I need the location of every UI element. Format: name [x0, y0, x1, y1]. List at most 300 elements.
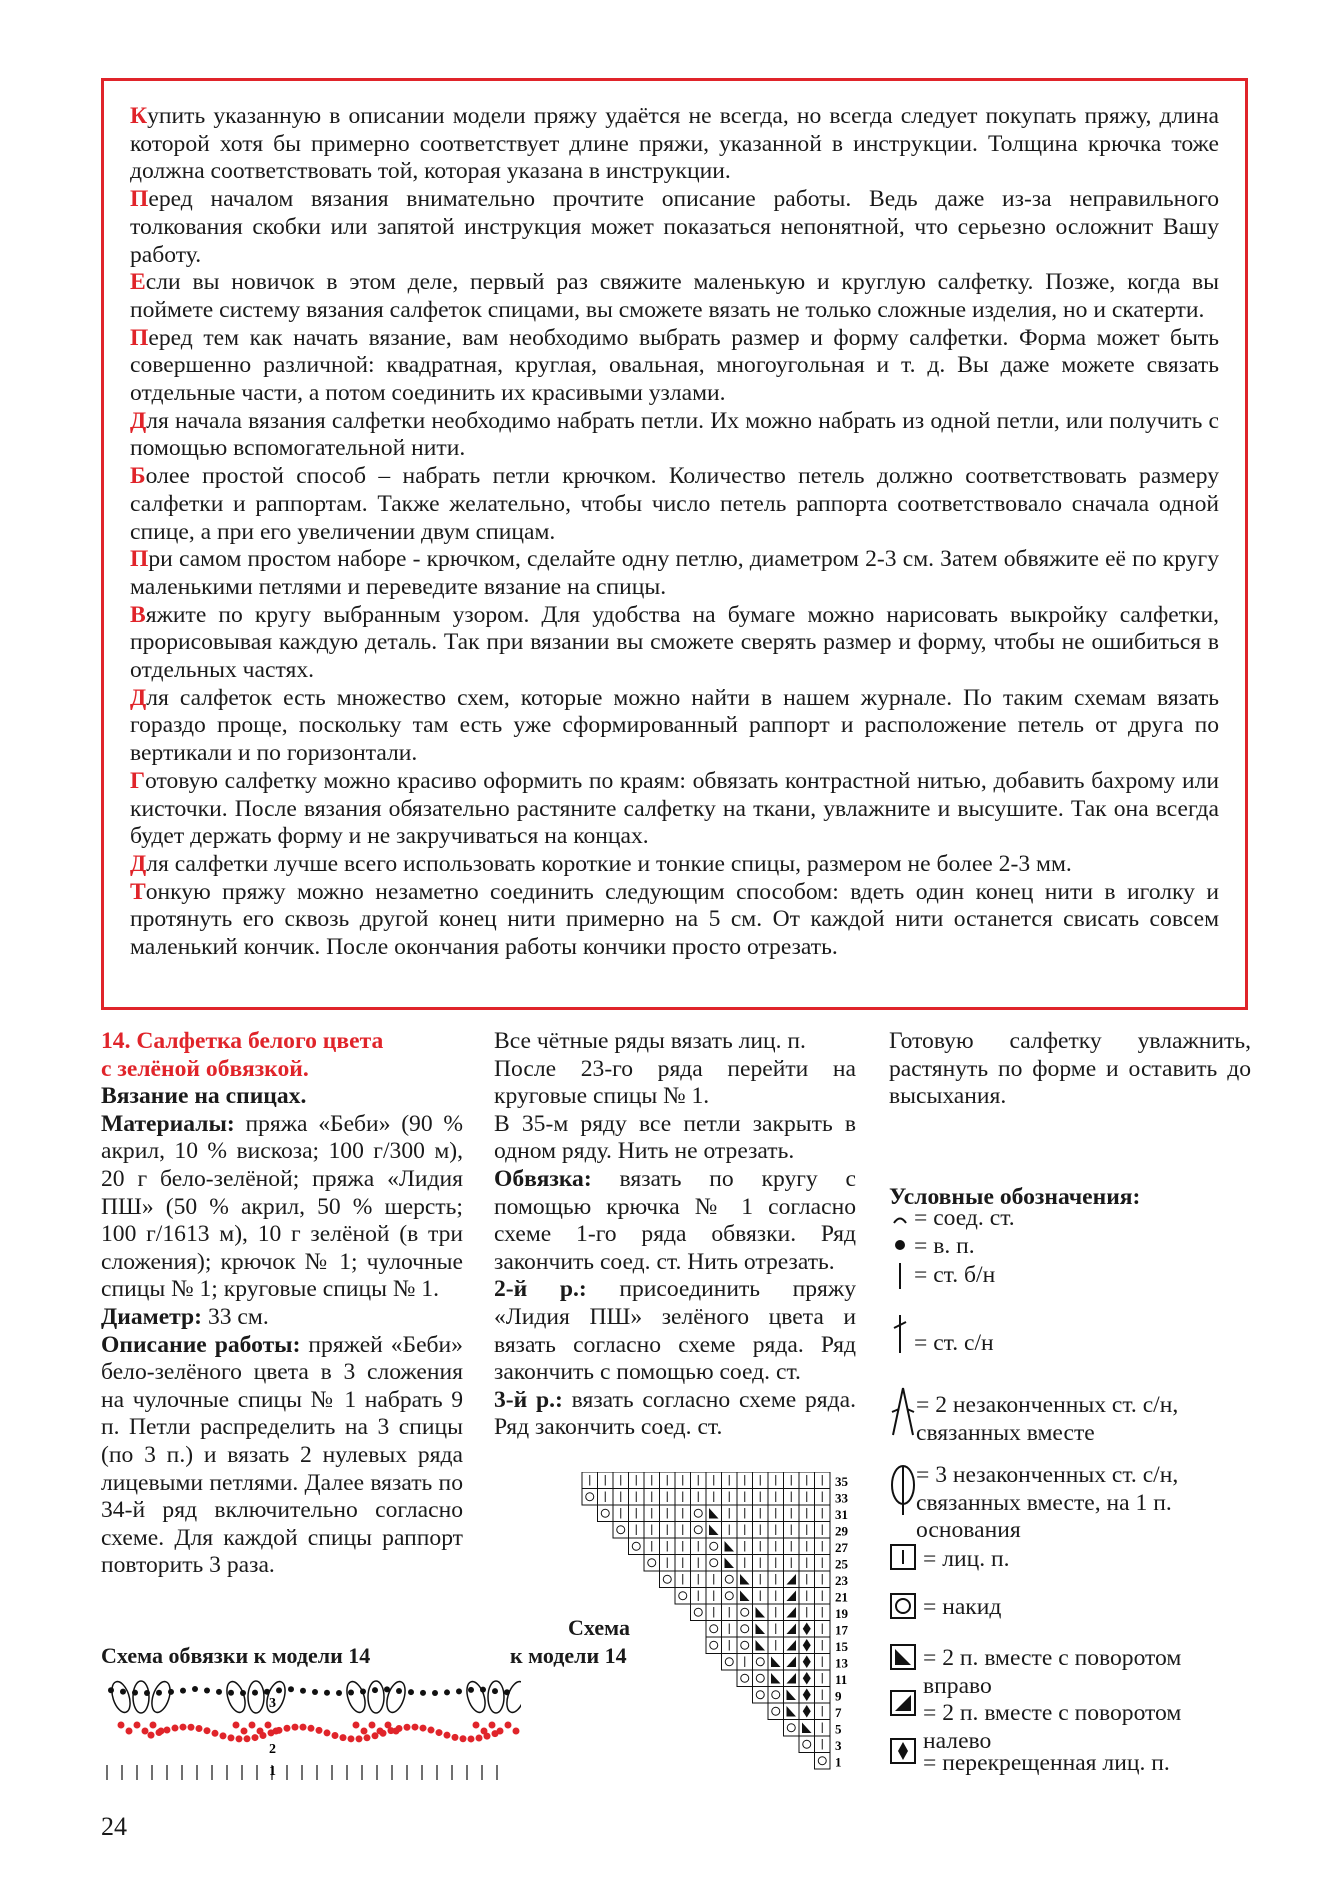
tip-text: ля начала вязания салфетки необходимо набрать петли. Их можно набрать из одной петли, или получить с помощью вспомогательной нити. [130, 407, 1219, 462]
tip-paragraph [130, 602, 1219, 685]
row2-text: присоединить пряжу «Лидия ПШ» зелёного цвета и вязать согласно схеме ряда. Ряд закончить с помощью соед. ст. [494, 1276, 856, 1386]
chart-cell [613, 1472, 629, 1489]
edging-chain-dot [240, 1690, 246, 1696]
chart-cell [644, 1538, 660, 1555]
chart-row-number: 31 [835, 1507, 848, 1522]
legend-item-sc: = ст. б/н [914, 1262, 996, 1288]
chart-row-number: 13 [835, 1655, 848, 1671]
two-dc-together-icon [892, 1388, 914, 1435]
model-title-line1: 14. Салфетка белого цвета [101, 1028, 384, 1054]
edging-chain-dot [504, 1689, 510, 1695]
chart-caption-line2: к модели 14 [510, 1643, 627, 1668]
edging-red-dot [316, 1727, 323, 1734]
edging-chain-dot [324, 1690, 330, 1696]
finish-text: Готовую салфетку увлажнить, растянуть по форме и оставить до высыхания. [889, 1028, 1251, 1110]
edging-chain-dot [252, 1690, 258, 1696]
edging-red-dot [284, 1725, 291, 1732]
chart-row-number: 35 [835, 1474, 848, 1489]
chart-cell [675, 1489, 691, 1506]
legend-item-three-dc: = 3 незаконченных ст. с/н, связанных вместе, на 1 п. основания [916, 1462, 1179, 1544]
description-text: пряжей «Беби» бело-зелёного цвета в 3 сложения на чулочные спицы № 1 набрать 9 п. Петли распределить на 3 спицы (по 3 п.) и вязать 2 нулевых ряда лицевыми петлями. Далее вязать по 34-й ряд включительно согласно схеме. Для каждой спицы раппорт повторить 3 раза. [101, 1331, 463, 1579]
crossed-knit-icon [891, 1739, 915, 1763]
edging-chain-dot [108, 1687, 114, 1693]
chart-cell [815, 1505, 831, 1522]
chart-row-number: 33 [835, 1490, 848, 1506]
chart-cell [722, 1637, 738, 1654]
chart-cell [815, 1588, 831, 1605]
edging-chain-dot [228, 1690, 234, 1696]
edging-red-dot [268, 1729, 275, 1736]
chart-cell [799, 1637, 815, 1654]
chart-cell [737, 1654, 753, 1671]
chart-cell [799, 1522, 815, 1539]
chart-cell [722, 1489, 738, 1506]
chart-cell [706, 1472, 722, 1489]
edging-chain-dot [492, 1688, 498, 1694]
chart-cell [815, 1720, 831, 1737]
edging-red-dot [340, 1734, 347, 1741]
edging-red-dot [228, 1734, 235, 1741]
chart-cell [815, 1522, 831, 1539]
tip-paragraph [130, 186, 1219, 269]
chart-cell [737, 1621, 753, 1638]
edging-red-dot [236, 1735, 243, 1742]
chart-cell [675, 1571, 691, 1588]
model-title-line2: с зелёной обвязкой. [101, 1055, 309, 1082]
tip-initial: В [130, 601, 146, 628]
chart-cell [815, 1472, 831, 1489]
edging-red-dot [308, 1725, 315, 1732]
chart-cell [799, 1588, 815, 1605]
chart-cell [691, 1555, 707, 1572]
chart-cell [675, 1555, 691, 1572]
edging-red-dot [204, 1727, 211, 1734]
edging-text: вязать по кругу с помощью крючка № 1 согласно схеме 1-го ряда обвязки. Ряд закончить соед. ст. Нить отрезать. [494, 1165, 856, 1275]
edging-red-dot [196, 1725, 203, 1732]
tip-text: ля салфеток есть множество схем, которые можно найти в нашем журнале. По таким схемам вязать гораздо проще, поскольку там есть уже сформированный раппорт и расположение петель от друга по вертикали и по горизонтали. [130, 684, 1219, 767]
edging-red-dot [292, 1724, 299, 1731]
edging-motif [108, 1679, 173, 1734]
chart-cell [753, 1522, 769, 1539]
chart-cell [753, 1489, 769, 1506]
tip-text: отовую салфетку можно красиво оформить по краям: обвязать контрастной нитью, добавить бахрому или кисточки. После вязания обязательно растяните салфетку на ткани, увлажните и высушите. Так она всегда будет держать форму и не закручиваться на концах. [130, 767, 1219, 850]
edging-red-dot [148, 1732, 155, 1739]
chart-cell [815, 1670, 831, 1687]
chart-cell [784, 1687, 800, 1704]
edging-chain-dot [396, 1688, 402, 1694]
page-number: 24 [101, 1812, 127, 1841]
chart-row-number: 5 [835, 1721, 842, 1737]
chart-row-number: 27 [835, 1540, 848, 1555]
tip-text: упить указанную в описании модели пряжу удаётся не всегда, но всегда следует покупать пряжу, длина которой хотя бы примерно соответствует длине пряжи, указанной в инструкции. Толщина крючка тоже должна соответствовать той, которая указана в инструкции. [130, 103, 1219, 185]
edging-chain-dot [204, 1688, 210, 1694]
legend-item-k2tog-right: = 2 п. вместе с поворотом вправо [923, 1645, 1182, 1699]
chart-cell [722, 1571, 738, 1588]
chart-cell [644, 1489, 660, 1506]
chart-cell [660, 1522, 676, 1539]
chart-cell [660, 1555, 676, 1572]
edging-chain-dot [312, 1689, 318, 1695]
chart-cell [691, 1538, 707, 1555]
edging-chain-dot [132, 1690, 138, 1696]
chart-cell [753, 1555, 769, 1572]
chart-cell [722, 1654, 738, 1671]
chart-cell [799, 1571, 815, 1588]
tip-paragraph [130, 103, 1219, 186]
chart-cell [706, 1588, 722, 1605]
chart-cell [613, 1505, 629, 1522]
edging-red-dot [444, 1732, 451, 1739]
chart-cell [722, 1538, 738, 1555]
chart-cell [737, 1538, 753, 1555]
legend-item-two-dc: = 2 незаконченных ст. с/н, связанных вместе [916, 1392, 1179, 1446]
tip-text: еред началом вязания внимательно прочтите описание работы. Ведь даже из-за неправильного толкования скобки или запятой инструкция может показаться непонятной, что серьезно осложнит Вашу работу. [130, 186, 1219, 268]
chart-cell [737, 1472, 753, 1489]
chart-cell [582, 1472, 598, 1489]
legend-item-crossed: = перекрещенная лиц. п. [923, 1750, 1170, 1776]
row-35: В 35-м ряду все петли закрыть в одном ряду. Нить не отрезать. [494, 1110, 856, 1165]
knit-stitch-icon [891, 1545, 915, 1569]
model-column-2 [494, 1028, 856, 1442]
chart-row-number: 21 [835, 1589, 848, 1605]
model-column-3 [889, 1028, 1251, 1111]
chart-cell [753, 1654, 769, 1671]
chain-stitch-icon [895, 1240, 905, 1250]
chart-cell [784, 1637, 800, 1654]
edging-chain-dot [432, 1690, 438, 1696]
chart-cell [691, 1588, 707, 1605]
after-23: После 23-го ряда перейти на круговые спицы № 1. [494, 1055, 856, 1110]
chart-cell [722, 1621, 738, 1638]
yarn-over-icon [891, 1594, 915, 1618]
chart-cell [660, 1472, 676, 1489]
edging-red-dot [412, 1724, 419, 1731]
three-dc-cluster-icon [892, 1466, 914, 1515]
chart-row-number: 29 [835, 1523, 848, 1539]
edging-red-dot [332, 1732, 339, 1739]
chart-cell [706, 1604, 722, 1621]
k2tog-left-icon [891, 1691, 915, 1715]
legend-item-knit: = лиц. п. [923, 1546, 1010, 1572]
edging-red-dot [156, 1729, 163, 1736]
tip-text: сли вы новичок в этом деле, первый раз свяжите маленькую и круглую салфетку. Позже, когда вы поймете систему вязания салфеток спицами, вы сможете вязать не только сложные изделия, но и скатерти. [130, 269, 1219, 323]
chart-cell [737, 1588, 753, 1605]
chart-cell [598, 1489, 614, 1506]
edging-chain-dot [120, 1689, 126, 1695]
chart-row-number: 17 [835, 1622, 848, 1638]
chart-row-number: 25 [835, 1556, 848, 1572]
chart-cell [815, 1687, 831, 1704]
tip-paragraph [130, 463, 1219, 546]
edging-red-dot [420, 1725, 427, 1732]
edging-red-dot [372, 1732, 379, 1739]
chart-row-number: 11 [835, 1672, 848, 1687]
chart-cell [768, 1621, 784, 1638]
chart-cell [753, 1571, 769, 1588]
tip-initial: Е [130, 269, 146, 296]
chart-cell [799, 1621, 815, 1638]
edging-red-dot [492, 1730, 499, 1737]
edging-red-dot [212, 1730, 219, 1737]
chart-cell [722, 1522, 738, 1539]
edging-red-dot [484, 1733, 491, 1740]
chart-cell [691, 1489, 707, 1506]
chart-cell [722, 1505, 738, 1522]
tip-paragraph [130, 408, 1219, 463]
k2tog-right-icon [891, 1645, 915, 1669]
chart-cell [644, 1522, 660, 1539]
row3-label: 3-й р.: [494, 1386, 563, 1413]
chart-cell [768, 1472, 784, 1489]
materials-text: пряжа «Беби» (90 % акрил, 10 % вискоза; 100 г/300 м), 20 г бело-зелёной; пряжа «Лидия ПШ» (50 % акрил, 50 % шерсть; 100 г/1613 м), 10 г зелёной (в три сложения); крючок № 1; чулочные спицы № 1; круговые спицы № 1. [101, 1110, 464, 1303]
chart-cell [706, 1555, 722, 1572]
chart-cell [753, 1621, 769, 1638]
technique: Вязание на спицах. [101, 1083, 307, 1110]
edging-red-dot [300, 1724, 307, 1731]
tips-box [101, 78, 1248, 1010]
edging-chain-dot [408, 1689, 414, 1695]
even-rows: Все чётные ряды вязать лиц. п. [494, 1028, 806, 1054]
tip-initial: Д [130, 407, 147, 434]
chart-cell [722, 1472, 738, 1489]
chart-cell [753, 1538, 769, 1555]
chart-caption-line1: Схема [568, 1615, 630, 1640]
chart-cell [768, 1538, 784, 1555]
edging-red-dot [380, 1730, 387, 1737]
chart-cell [753, 1505, 769, 1522]
edging-chain-dot [276, 1687, 282, 1693]
chart-cell [737, 1637, 753, 1654]
chart-cell [582, 1489, 598, 1506]
chart-cell [799, 1654, 815, 1671]
chart-cell [799, 1472, 815, 1489]
chart-cell [629, 1505, 645, 1522]
chart-cell [815, 1489, 831, 1506]
chart-cell [753, 1637, 769, 1654]
legend-item-k2tog-left: = 2 п. вместе с поворотом налево [923, 1700, 1182, 1754]
tip-initial: Б [130, 463, 146, 490]
chart-cell [768, 1670, 784, 1687]
tip-text: онкую пряжу можно незаметно соединить следующим способом: вдеть один конец нити в иголку и протянуть его сквозь другой конец нити примерно на 5 см. От каждой нити останется свисать совсем маленький кончик. После окончания работы кончики просто отрезать. [130, 878, 1219, 961]
edging-chain-dot [336, 1690, 342, 1696]
edging-label: Обвязка: [494, 1165, 592, 1192]
edging-red-dot [452, 1734, 459, 1741]
chart-cell [753, 1472, 769, 1489]
chart-cell [784, 1720, 800, 1737]
edging-red-dot [468, 1735, 475, 1742]
chart-cell [753, 1670, 769, 1687]
edging-chain-dot [348, 1690, 354, 1696]
tip-text: еред тем как начать вязание, вам необходимо выбрать размер и форму салфетки. Форма может быть совершенно различной: квадратная, круглая, овальная, многоугольная и т. д. Вы даже можете связать отдельные части, а потом соединить их красивыми узлами. [130, 324, 1219, 407]
chart-cell [768, 1654, 784, 1671]
chart-cell [706, 1522, 722, 1539]
chart-cell [799, 1538, 815, 1555]
chart-cell [784, 1588, 800, 1605]
chart-cell [660, 1538, 676, 1555]
chart-cell [629, 1489, 645, 1506]
tip-initial: П [130, 186, 149, 213]
row2-label: 2-й р.: [494, 1276, 587, 1303]
chart-cell [660, 1505, 676, 1522]
edging-red-dot [476, 1735, 483, 1742]
edging-red-dot [172, 1725, 179, 1732]
chart-cell [675, 1505, 691, 1522]
chart-cell [815, 1736, 831, 1753]
chart-cell [691, 1571, 707, 1588]
diameter-label: Диаметр: [101, 1303, 203, 1330]
chart-cell [737, 1571, 753, 1588]
edging-red-dot [356, 1735, 363, 1742]
chart-cell [737, 1670, 753, 1687]
chart-cell [737, 1522, 753, 1539]
chart-cell [613, 1522, 629, 1539]
edging-red-dot [364, 1734, 371, 1741]
edging-chain-dot [420, 1690, 426, 1696]
edging-red-dot [260, 1732, 267, 1739]
chart-cell [784, 1505, 800, 1522]
row3-text: вязать согласно схеме ряда. Ряд закончить соед. ст. [494, 1386, 857, 1441]
tip-paragraph [130, 851, 1219, 879]
chart-cell [691, 1472, 707, 1489]
chart-cell [768, 1571, 784, 1588]
chart-row-number: 3 [835, 1738, 842, 1753]
chart-cell [768, 1703, 784, 1720]
chart-cell [737, 1489, 753, 1506]
chart-cell [753, 1588, 769, 1605]
tips-list [130, 103, 1219, 962]
chart-cell [815, 1621, 831, 1638]
edging-red-dot [220, 1732, 227, 1739]
chart-cell [815, 1753, 831, 1770]
edging-chain-dot [300, 1688, 306, 1694]
chart-cell [644, 1472, 660, 1489]
edging-row-label: 1 [269, 1764, 276, 1779]
tip-paragraph [130, 546, 1219, 601]
chart-cell [722, 1604, 738, 1621]
chart-row-number: 15 [835, 1639, 848, 1654]
edging-red-dot [180, 1724, 187, 1731]
tip-initial: Д [130, 684, 147, 711]
edging-chain-dot [264, 1689, 270, 1695]
tip-paragraph [130, 269, 1219, 324]
edging-red-dot [428, 1727, 435, 1734]
chart-cell [784, 1604, 800, 1621]
chart-cell [706, 1489, 722, 1506]
chart-cell [706, 1505, 722, 1522]
legend-item-chain: = в. п. [914, 1233, 975, 1259]
edging-red-dot [244, 1735, 251, 1742]
chart-cell [675, 1472, 691, 1489]
chart-cell [737, 1555, 753, 1572]
chart-cell [737, 1505, 753, 1522]
edging-row-label: 3 [269, 1696, 276, 1711]
chart-cell [815, 1538, 831, 1555]
legend-item-slip: = соед. ст. [914, 1205, 1015, 1231]
chart-cell [784, 1703, 800, 1720]
edging-red-dot [460, 1735, 467, 1742]
tip-paragraph [130, 768, 1219, 851]
edging-chain-dot [144, 1690, 150, 1696]
edging-chain-dot [180, 1688, 186, 1694]
chart-cell [799, 1736, 815, 1753]
chart-cell [660, 1571, 676, 1588]
tip-paragraph [130, 879, 1219, 962]
chart-cell [784, 1538, 800, 1555]
chart-cell [598, 1472, 614, 1489]
chart-cell [768, 1588, 784, 1605]
legend-item-dc: = ст. с/н [914, 1330, 994, 1356]
tip-initial: Т [130, 878, 146, 905]
chart-row-number: 19 [835, 1606, 848, 1621]
edging-red-dot [324, 1729, 331, 1736]
chart-cell [644, 1555, 660, 1572]
edging-red-dot [388, 1727, 395, 1734]
chart-cell [691, 1522, 707, 1539]
chart-cell [784, 1621, 800, 1638]
chart-cell [768, 1489, 784, 1506]
chart-cell [815, 1571, 831, 1588]
tip-initial: Г [130, 767, 146, 794]
edging-chain-dot [168, 1689, 174, 1695]
double-crochet-icon [894, 1315, 906, 1353]
chart-row-number: 7 [835, 1705, 842, 1720]
chart-cell [691, 1604, 707, 1621]
edging-red-dot [396, 1725, 403, 1732]
edging-red-dot [252, 1734, 259, 1741]
tip-text: ля салфетки лучше всего использовать короткие и тонкие спицы, размером не более 2-3 мм. [146, 850, 1072, 877]
chart-cell [799, 1489, 815, 1506]
materials-label: Материалы: [101, 1110, 235, 1137]
chart-cell [768, 1505, 784, 1522]
edging-chain-dot [216, 1689, 222, 1695]
chart-cell [784, 1670, 800, 1687]
chart-cell [722, 1588, 738, 1605]
chart-cell [799, 1687, 815, 1704]
chart-cell [629, 1522, 645, 1539]
chart-cell [737, 1604, 753, 1621]
chart-cell [768, 1604, 784, 1621]
edging-red-dot [164, 1726, 171, 1733]
chart-cell [784, 1472, 800, 1489]
edging-chain-dot [468, 1687, 474, 1693]
slip-stitch-icon [894, 1219, 906, 1224]
chart-cell [784, 1489, 800, 1506]
chart-cell [815, 1555, 831, 1572]
chart-cell [768, 1555, 784, 1572]
chart-cell [706, 1571, 722, 1588]
chart-cell [799, 1555, 815, 1572]
tip-text: ри самом простом наборе - крючком, сделайте одну петлю, диаметром 2-3 см. Затем обвяжите её по кругу маленькими петлями и переведите вязание на спицы. [130, 546, 1219, 600]
tip-text: олее простой способ – набрать петли крючком. Количество петель должно соответствовать размеру салфетки и раппортам. Также желательно, чтобы число петель раппорта соответствовало сначала одной спице, а при его увеличении двум спицам. [130, 463, 1219, 545]
edging-chain-dot [480, 1687, 486, 1693]
chart-cell [675, 1538, 691, 1555]
chart-cell [598, 1505, 614, 1522]
chart-cell [675, 1522, 691, 1539]
chart-cell [799, 1703, 815, 1720]
edging-red-dot [348, 1735, 355, 1742]
chart-cell [799, 1604, 815, 1621]
chart-cell [799, 1670, 815, 1687]
edging-red-dot [276, 1727, 283, 1734]
chart-cell [613, 1489, 629, 1506]
edging-chain-dot [192, 1686, 198, 1692]
tip-initial: Д [130, 850, 147, 877]
edging-scheme [101, 1675, 521, 1790]
chart-cell [629, 1538, 645, 1555]
tip-text: яжите по кругу выбранным узором. Для удобства на бумаге можно нарисовать выкройку салфетки, прорисовывая каждую деталь. Так при вязании вы сможете сверять размер и форму, чтобы не ошибиться в отдельных частях. [130, 601, 1219, 684]
chart-cell [706, 1637, 722, 1654]
edging-chain-dot [456, 1688, 462, 1694]
